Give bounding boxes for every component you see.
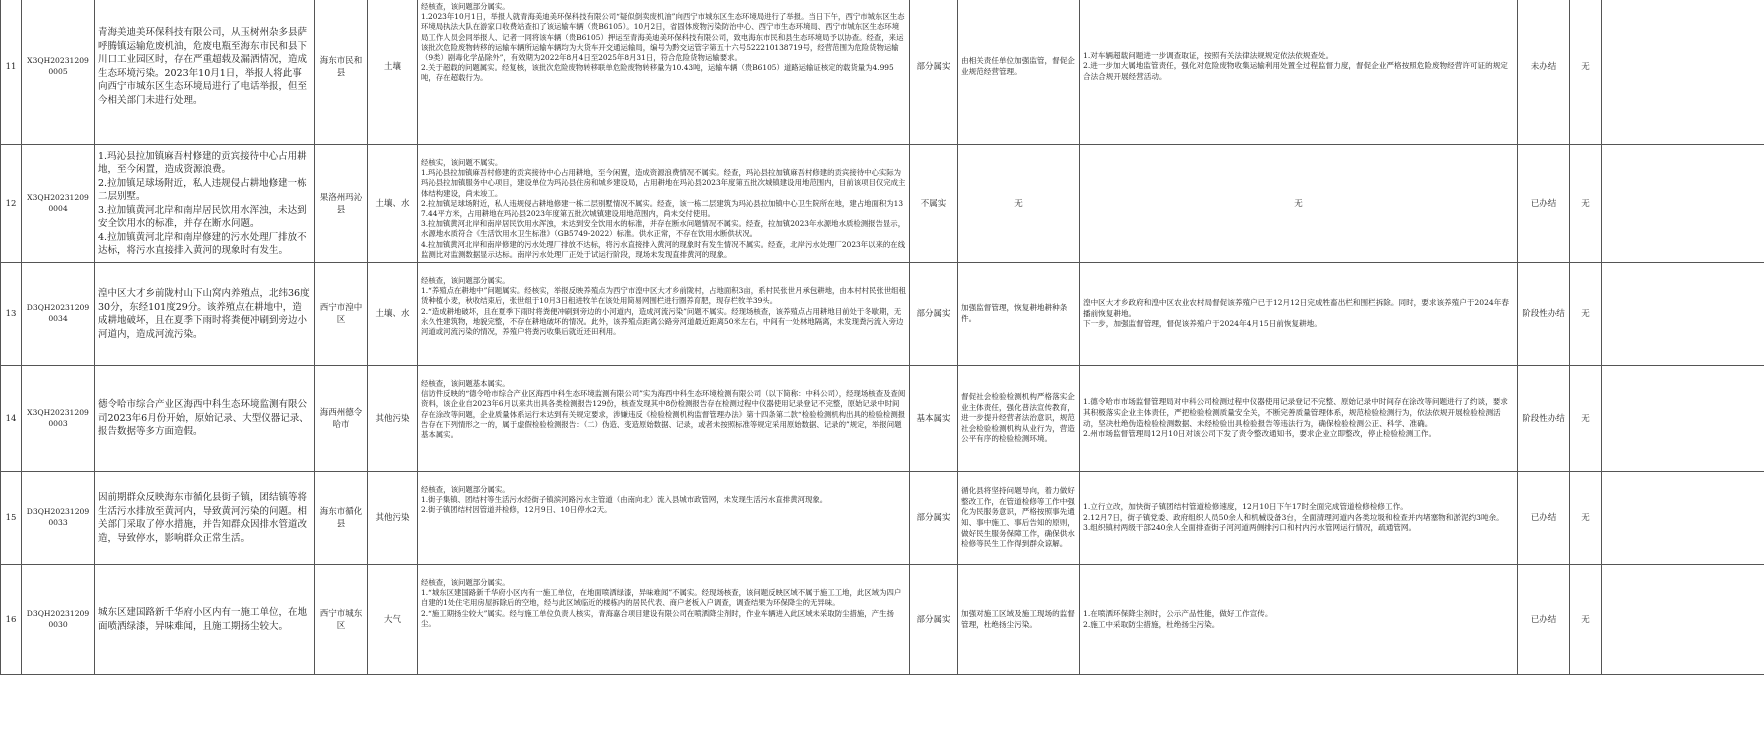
handling-results-line: 2.施工中采取防尘措施，杜绝扬尘污染。 <box>1083 619 1220 629</box>
investigation-findings <box>418 145 910 263</box>
pollution-type: 土壤 <box>368 0 418 145</box>
region: 海东市民和县 <box>315 0 368 145</box>
complaint-description: 因前期群众反映海东市循化县街子镇，团结镇等将生活污水排放至黄河内，导致黄河污染的问题。相关部门采取了停水措施，并告知群众因排水管道改造，导致停水，影响群众正常生活。 <box>95 472 315 565</box>
accountability: 无 <box>1570 366 1602 472</box>
blank-column <box>1602 565 1764 675</box>
handling-results-line: 湟中区大才乡政府和湟中区农业农村局督促该养殖户已于12月12日完成牲畜出栏和围栏拆除。同时，要求该养殖户于2024年春播前恢复耕地。 <box>1083 298 1509 318</box>
complaint-description: 德令哈市综合产业区海西中科生态环境监测有限公司2023年6月份开始，原始记录、大型仪器记录、报告数据等多方面造假。 <box>95 366 315 472</box>
blank-column <box>1602 263 1764 366</box>
rectification-measures: 由相关责任单位加强监管，督促企业规范经营管理。 <box>958 0 1080 145</box>
investigation-findings-line: 信访件反映的“德令哈市综合产业区海西中科生态环境监测有限公司”实为海西中科生态环境检测有限公司（以下简称：中科公司），经现场核查及查阅资料，该企业自2023年6月以来共出具各类检测报告129份，核查发现其中8份检测报告存在检测过程中仪器使用记录登记不完整，原始记录中时间存在涂改等问题，企业质量体系运行未达到有关规定要求，涉嫌违反《检验检测机构监督管理办法》第十四条第二款“检验检测机构出具的检验检测报告存在下列情形之一的，属于虚假检验检测报告：（二）伪造、变造原始数据、记录，或者未按照标准等规定采用原始数据、记录的”规定，举报问题基本属实。 <box>421 389 906 440</box>
investigation-findings-line: 经核查，该问题基本属实。 <box>421 379 510 389</box>
handling-status: 已办结 <box>1518 565 1570 675</box>
text-line: 2.拉加镇足球场附近，私人违规侵占耕地修建一栋二层别墅。 <box>98 177 307 203</box>
investigation-findings-line: 经核实，该问题不属实。 <box>421 158 503 167</box>
row-number: 12 <box>1 145 22 263</box>
handling-results <box>1080 366 1518 472</box>
region: 果洛州玛沁县 <box>315 145 368 263</box>
handling-status: 阶段性办结 <box>1518 366 1570 472</box>
verdict: 基本属实 <box>910 366 958 472</box>
handling-results-line: 下一步，加强监督管理，督促该养殖户于2024年4月15日前恢复耕地。 <box>1083 319 1322 329</box>
investigation-findings-line: 经核查，该问题部分属实。 <box>421 578 510 588</box>
rectification-measures: 循化县将坚持问题导向，着力做好整改工作，在管道检修等工作中强化为民服务意识，严格按照事先通知、事中施工、事后告知的原则，做好民生服务保障工作，确保供水检修等民生工作得到群众谅解。 <box>958 472 1080 565</box>
region: 海西州德令哈市 <box>315 366 368 472</box>
pollution-type: 土壤、水 <box>368 263 418 366</box>
investigation-findings-line: 1.街子集镇、团结村等生活污水经街子镇滨河路污水主管道（由南向北）流入县城市政管网，未发现生活污水直排黄河现象。 <box>421 495 828 505</box>
complaint-description <box>95 145 315 263</box>
investigation-findings <box>418 472 910 565</box>
investigation-findings-line: 经核查，该问题部分属实。 <box>421 276 510 286</box>
investigation-findings <box>418 0 910 145</box>
row-number: 11 <box>1 0 22 145</box>
region: 海东市循化县 <box>315 472 368 565</box>
row-number: 16 <box>1 565 22 675</box>
verdict: 不属实 <box>910 145 958 263</box>
handling-results <box>1080 565 1518 675</box>
investigation-findings-line: 3.拉加镇黄河北岸和南岸居民饮用水浑浊，未达到安全饮用水的标准，并存在断水问题情况不属实。经查，拉加镇2023年水源地水质检测报告显示，水源地水质符合《生活饮用水卫生标准》（GB5749-2022）标准。供水正常，不存在饮用水断供状况。 <box>421 219 906 239</box>
rectification-measures: 督促社会检验检测机构严格落实企业主体责任，强化普法宣传教育，进一步提升经营者法治意识，规范社会检验检测机构从业行为，营造公平有序的检验检测环境。 <box>958 366 1080 472</box>
table-row <box>1 472 1764 565</box>
investigation-findings-line: 1.2023年10月1日，举报人就青海美迪美环保科技有限公司“疑似倒卖废机油”向西宁市城东区生态环境局进行了举报。当日下午，西宁市城东区生态环境局执法大队在游家口收费站查扣了该运输车辆（贵B6105）。10月2日，省固体废物污染防治中心、西宁市生态环境局、西宁市城东区生态环境局工作人员会同举报人、记者一同将该车辆（贵B6105）押运至青海美迪美环保科技有限公司，致电海东市民和县生态环境局予以协查。经查，来运该批次危险废物转移的运输车辆所运输车辆均为大货车开交通运输局，编号为黔交运管字第五十六号522210138719号，经营范围为危险货物运输（9类）剧毒化学品除外”，有效期为2022年8月4日至2025年8月31日，符合危险货物运输要求。 <box>421 12 905 63</box>
handling-results-line: 1.对车辆超载问题进一步调查取证，按照有关法律法规规定依法依规查处。 <box>1083 50 1334 60</box>
investigation-findings-line: 1.玛沁县拉加镇麻吾村修建的贡宾接待中心占用耕地，至今闲置，造成资源浪费情况不属实。经查，玛沁县拉加镇麻吾村修建的贡宾接待中心实际为玛沁县拉加镇服务中心项目，建设单位为玛沁县住房和城乡建设局，占用耕地在玛沁县2023年度第五批次城镇建设用地范围内，目前该项目仅完成主体结构建设，尚未竣工。 <box>421 168 906 198</box>
table-row <box>1 145 1764 263</box>
row-number: 15 <box>1 472 22 565</box>
handling-results-line: 1.在喷洒环保降尘剂时，公示产品性能，做好工作宣传。 <box>1083 608 1273 618</box>
verdict: 部分属实 <box>910 472 958 565</box>
table-row <box>1 565 1764 675</box>
investigation-findings <box>418 366 910 472</box>
accountability: 无 <box>1570 472 1602 565</box>
case-code: D3QH202312090030 <box>22 565 95 675</box>
complaint-description: 城东区建国路新千华府小区内有一施工单位，在地面喷洒绿漆，异味难闻，且施工期扬尘较大。 <box>95 565 315 675</box>
handling-results <box>1080 472 1518 565</box>
investigation-findings-line: 经核查，该问题部分属实。 <box>421 485 510 495</box>
verdict: 部分属实 <box>910 0 958 145</box>
table-row <box>1 366 1764 472</box>
investigation-findings-line: 2.“施工期扬尘较大”属实。经与施工单位负责人核实，青海嘉合项目建设有限公司在喷洒降尘剂时，作业车辆进入此区域未采取防尘措施，产生扬尘。 <box>421 608 894 628</box>
accountability: 无 <box>1570 565 1602 675</box>
investigation-findings-line: 2.拉加镇足球场附近，私人违规侵占耕地修建一栋二层别墅情况不属实。经查，该一栋二层建筑为玛沁县拉加镇中心卫生院所在地，建占地面积为137.44平方米，占用耕地在玛沁县2023年度第五批次城镇建设用地范围内，尚未交付使用。 <box>421 198 904 219</box>
text-line: 1.玛沁县拉加镇麻吾村修建的贡宾接待中心占用耕地，至今闲置，造成资源浪费。 <box>98 150 307 176</box>
complaint-description: 青海美迪美环保科技有限公司，从玉树州杂多县萨呼腾镇运输危废机油，危废电瓶至海东市民和县下川口工业园区时，存在严重超载及漏洒情况，造成生态环境污染。2023年10月1日，举报人将此事向西宁市城东区生态环境局进行了电话举报，但至今相关部门未进行处理。 <box>95 0 315 145</box>
region: 西宁市湟中区 <box>315 263 368 366</box>
handling-results-line: 2.州市场监督管理局12月10日对该公司下发了责令整改通知书，要求企业立即整改，停止检验检测工作。 <box>1083 429 1437 439</box>
investigation-findings-line: 1.“城东区建国路新千华府小区内有一施工单位，在地面喷洒绿漆，异味难闻”不属实。经现场核查，该问题反映区域不属于施工工地，此区域为四户自建的1处住宅用房屋拆除后的空地，经与此区域临近的楼栋内的居民代表、商户老板入户调查，调查结果为环保降尘的无异味。 <box>421 588 902 608</box>
table-row <box>1 263 1764 366</box>
handling-results-line: 1.立行立改，加快街子镇团结村管道检修速度，12月10日下午17时全面完成管道检修检修工作。 <box>1083 502 1408 512</box>
accountability: 无 <box>1570 263 1602 366</box>
pollution-type: 大气 <box>368 565 418 675</box>
pollution-type: 其他污染 <box>368 366 418 472</box>
case-code: X3QH202312090004 <box>22 145 95 263</box>
investigation-findings-line: 1.“养殖点在耕地中”问题属实。经核实，举报反映养殖点为西宁市湟中区大才乡前陇村，占地面积3亩，系村民张世月承包耕地，由本村村民张世组租赁种植小麦，秋收结束后，张世组于10月3日租进牧羊在该处用简易网围栏进行圈养育肥，现存栏牧羊39头。 <box>421 286 906 306</box>
case-code: X3QH202312090003 <box>22 366 95 472</box>
blank-column <box>1602 145 1764 263</box>
handling-status: 已办结 <box>1518 472 1570 565</box>
investigation-findings-line: 2.关于超载的问题属实。经复核，该批次危险废物转移联单危险废物转移量为10.43吨，运输车辆（贵B6105）道路运输证核定的载货量为4.995吨，存在超载行为。 <box>421 63 894 83</box>
row-number: 14 <box>1 366 22 472</box>
case-code: X3QH202312090005 <box>22 0 95 145</box>
case-code: D3QH202312090033 <box>22 472 95 565</box>
handling-results <box>1080 145 1518 263</box>
region: 西宁市城东区 <box>315 565 368 675</box>
complaint-description: 湟中区大才乡前陇村山下山窝内养殖点，北纬36度30分，东经101度29分。该养殖点在耕地中，造成耕地破坏，且在夏季下雨时将粪便冲刷到旁边小河道内，造成河流污染。 <box>95 263 315 366</box>
handling-status: 阶段性办结 <box>1518 263 1570 366</box>
handling-results <box>1080 263 1518 366</box>
investigation-findings-line: 经核查，该问题部分属实。 <box>421 2 510 11</box>
rectification-measures: 无 <box>958 145 1080 263</box>
pollution-type: 土壤、水 <box>368 145 418 263</box>
investigation-findings-line: 2.“造成耕地破坏，且在夏季下雨时将粪便冲刷到旁边的小河道内，造成河流污染”问题不属实。经现场核查，该养殖点占用耕地目前处于冬歇期，无永久性建筑物，地貌完整，不存在耕地破坏的情况。此外，该养殖点距离公路旁河道最近距离50米左右，中间有一处林地隔离，未发现粪污流入旁边河道或河流污染的情况，养殖户将粪污收集后就近还田利用。 <box>421 306 904 337</box>
investigation-findings-line: 2.街子镇团结村因管道并检修，12月9日、10日停水2天。 <box>421 505 612 515</box>
verdict: 部分属实 <box>910 565 958 675</box>
text-line: 3.拉加镇黄河北岸和南岸居民饮用水浑浊，未达到安全饮用水的标准，并存在断水问题。 <box>98 204 307 230</box>
handling-results-line: 无 <box>1294 198 1303 209</box>
handling-results-line: 2.进一步加大属地监管责任，强化对危险废物收集运输利用处置全过程监督力度，督促企业严格按照危险废物经营许可证的规定合法合规开展经营活动。 <box>1083 61 1508 81</box>
investigation-findings <box>418 565 910 675</box>
handling-status: 未办结 <box>1518 0 1570 145</box>
table-row <box>1 0 1764 145</box>
case-code: D3QH202312090034 <box>22 263 95 366</box>
handling-results-line: 1.德令哈市市场监督管理局对中科公司检测过程中仪器使用记录登记不完整、原始记录中时间存在涂改等问题进行了约谈，要求其积极落实企业主体责任，严把检验检测质量安全关，不断完善质量管理体系，规范检验检测行为，依法依规开展检验检测活动，坚决杜绝伪造检验检测数据、未经检验出具检验报告等违法行为，确保检验检测公正、科学、准确。 <box>1083 397 1508 428</box>
handling-results-line: 2.12月7日，街子镇党委、政府组织人员50余人和机械设备3台，全面清理河道内各类垃圾和检查并内堵塞物和淤泥约3吨余。 <box>1083 512 1504 522</box>
blank-column <box>1602 472 1764 565</box>
accountability: 无 <box>1570 145 1602 263</box>
handling-results-line: 3.组织镇村两级干部240余人全面排查街子河河道两侧排污口和村内污水管网运行情况，疏通管网。 <box>1083 523 1417 533</box>
text-line: 4.拉加镇黄河北岸和南岸修建的污水处理厂排放不达标，将污水直接排入黄河的现象时有发生。 <box>98 231 307 257</box>
investigation-findings <box>418 263 910 366</box>
accountability: 无 <box>1570 0 1602 145</box>
rectification-measures: 加强监督管理，恢复耕地耕种条件。 <box>958 263 1080 366</box>
handling-status: 已办结 <box>1518 145 1570 263</box>
blank-column <box>1602 366 1764 472</box>
row-number: 13 <box>1 263 22 366</box>
investigation-findings-line: 4.拉加镇黄河北岸和南岸修建的污水处理厂排放不达标，将污水直接排入黄河的现象时有发生情况不属实。经查，北岸污水处理厂2023年以来的在线监测比对监测数据显示达标。南岸污水处理厂正处于试运行阶段，现场未发现直排黄河的现象。 <box>421 239 906 259</box>
rectification-measures: 加强对施工区域及施工现场的监督管理，杜绝扬尘污染。 <box>958 565 1080 675</box>
verdict: 部分属实 <box>910 263 958 366</box>
blank-column <box>1602 0 1764 145</box>
handling-results <box>1080 0 1518 145</box>
pollution-type: 其他污染 <box>368 472 418 565</box>
